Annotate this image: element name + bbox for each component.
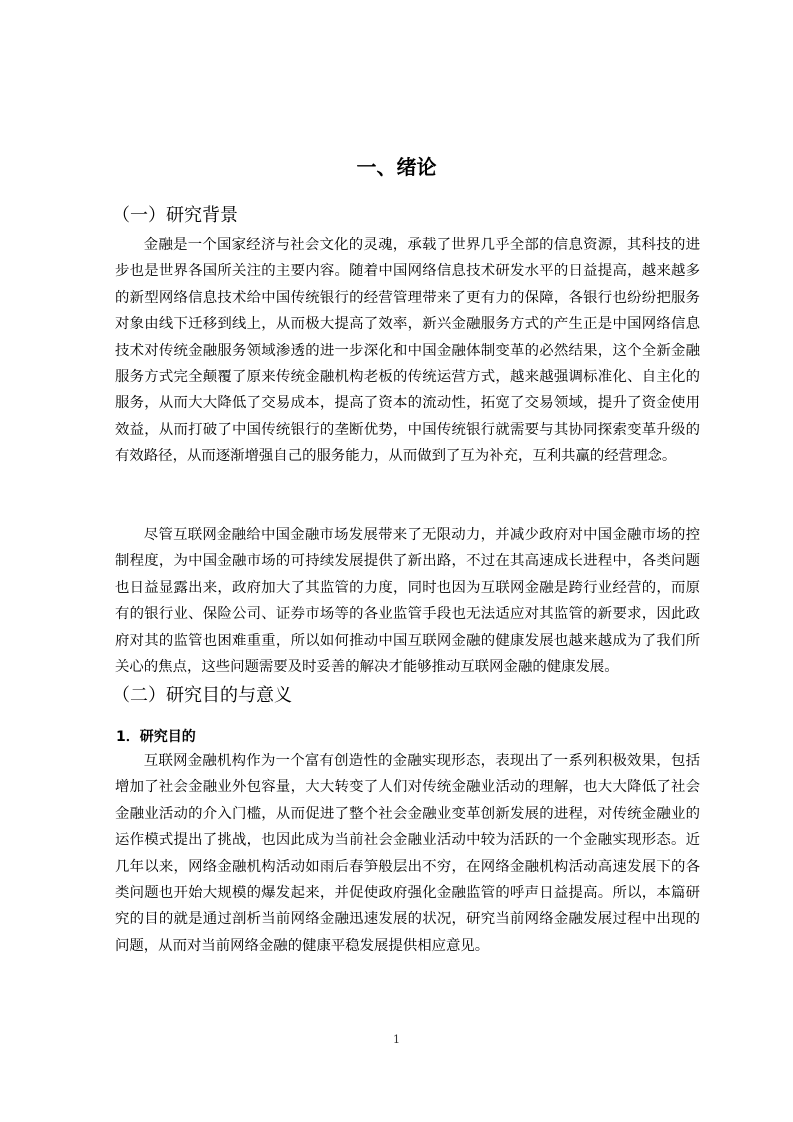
section-heading-research-background: （一）研究背景 (112, 205, 238, 226)
paragraph-background-1: 金融是一个国家经济与社会文化的灵魂，承载了世界几乎全部的信息资源，其科技的进步也是世界各国所关注的主要内容。随着中国网络信息技术研发水平的日益提高，越来越多的新型网络信息技术给中国传统银行的经营管理带来了更有力的保障，各银行也纷纷把服务对象由线下迁移到线上，从而极大提高了效率，新兴金融服务方式的产生正是中国网络信息技术对传统金融服务领域渗透的进一步深化和中国金融体制变革的必然结果，这个全新金融服务方式完全颠覆了原来传统金融机构老板的传统运营方式，越来越强调标准化、自主化的服务，从而大大降低了交易成本，提高了资本的流动性，拓宽了交易领域，提升了资金使用效益，从而打破了中国传统银行的垄断优势，中国传统银行就需要与其协同探索变革升级的有效路径，从而逐渐增强自己的服务能力，从而做到了互为补充，互利共赢的经营理念。 (115, 237, 700, 465)
paragraph-background-2: 尽管互联网金融给中国金融市场发展带来了无限动力，并减少政府对中国金融市场的控制程度，为中国金融市场的可持续发展提供了新出路，不过在其高速成长进程中，各类问题也日益显露出来，政府加大了其监管的力度，同时也因为互联网金融是跨行业经营的，而原有的银行业、保险公司、证券市场等的各业监管手段也无法适应对其监管的新要求，因此政府对其的监管也困难重重，所以如何推动中国互联网金融的健康发展也越来越成为了我们所关心的焦点，这些问题需要及时妥善的解决才能够推动互联网金融的健康发展。 (115, 527, 700, 676)
section-heading-purpose-significance: （二）研究目的与意义 (112, 685, 292, 706)
subsection-heading-research-purpose: 1．研究目的 (116, 729, 196, 745)
chapter-title: 一、绪论 (356, 155, 437, 179)
paragraph-research-purpose: 互联网金融机构作为一个富有创造性的金融实现形态，表现出了一系列积极效果，包括增加了社会金融业外包容量，大大转变了人们对传统金融业活动的理解，也大大降低了社会金融业活动的介入门槛，从而促进了整个社会金融业变革创新发展的进程，对传统金融业的运作模式提出了挑战，也因此成为当前社会金融业活动中较为活跃的一个金融实现形态。近几年以来，网络金融机构活动如雨后春笋般层出不穷，在网络金融机构活动高速发展下的各类问题也开始大规模的爆发起来，并促使政府强化金融监管的呼声日益提高。所以，本篇研究的目的就是通过剖析当前网络金融迅速发展的状况，研究当前网络金融发展过程中出现的问题，从而对当前网络金融的健康平稳发展提供相应意见。 (115, 753, 700, 954)
page-number: 1 (393, 1033, 400, 1046)
